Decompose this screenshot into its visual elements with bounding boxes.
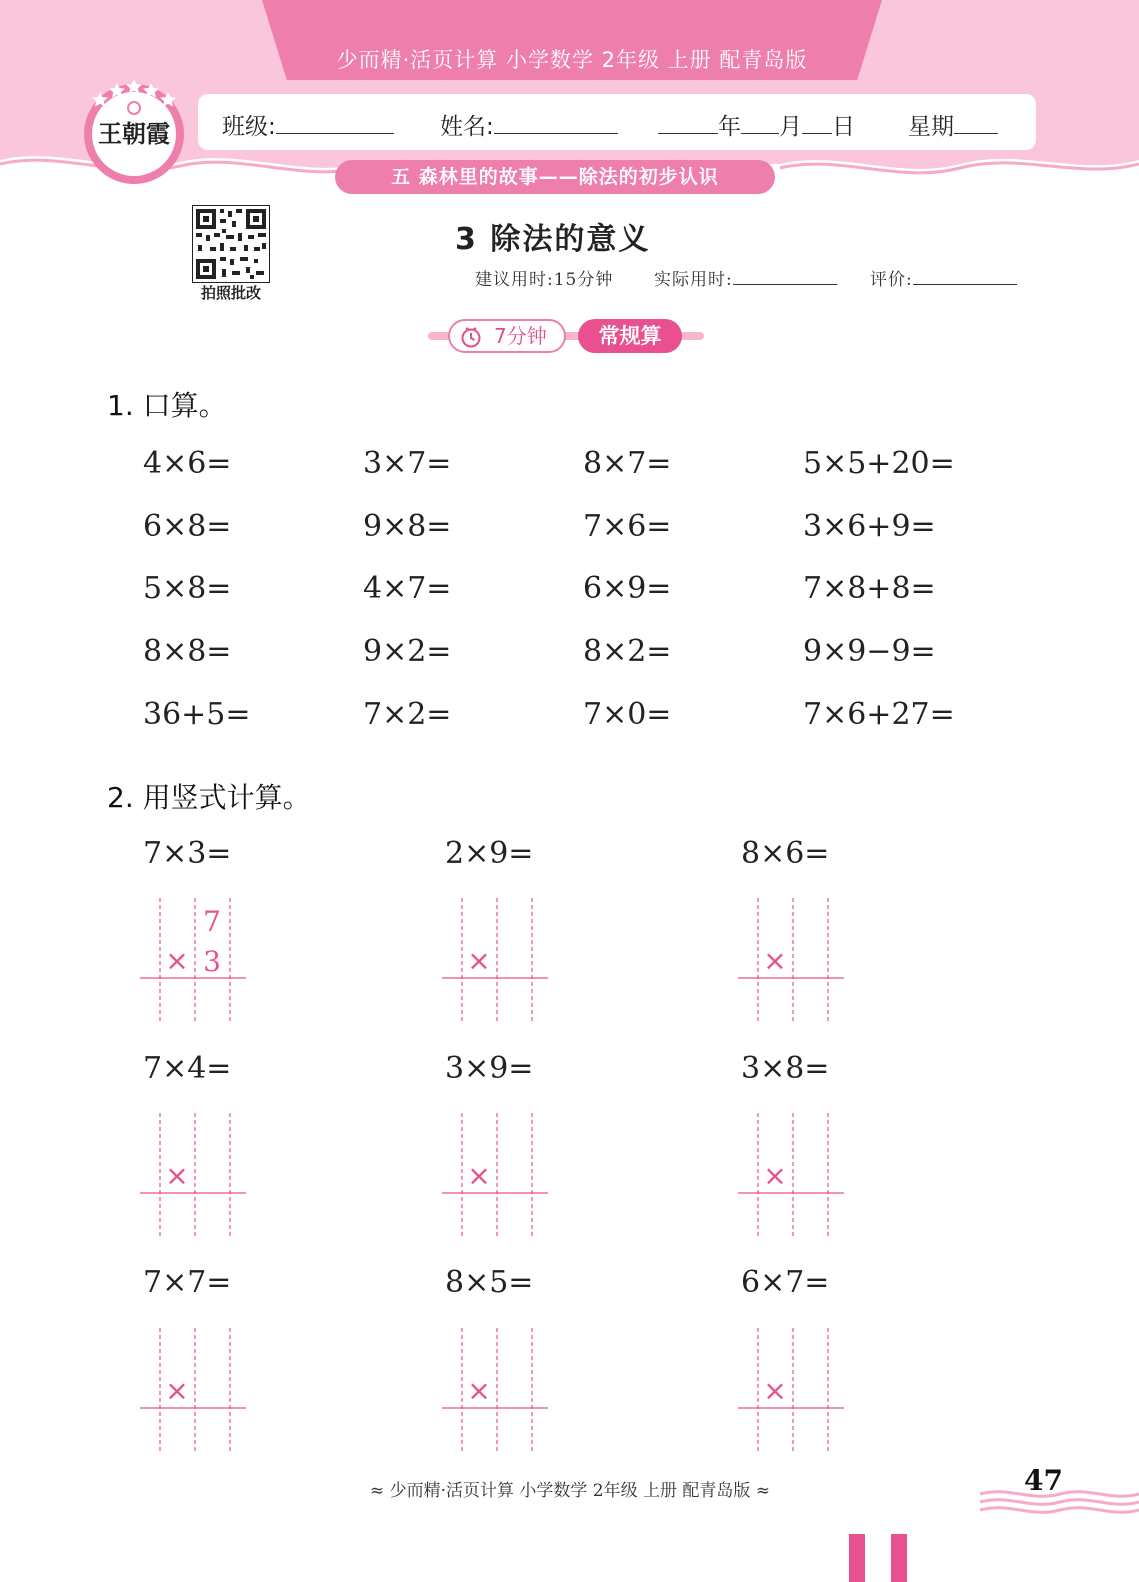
class-label: 班级: [222,114,276,140]
mental-math-item: 8×2= [583,634,672,669]
times-sign: × [165,1374,189,1407]
unit-title: 五 森林里的故事——除法的初步认识 [335,160,775,194]
vertical-problem: 3×8= [741,1051,830,1086]
vertical-problem: 7×7= [143,1265,232,1300]
name-label: 姓名: [440,114,494,140]
vertical-problem: 2×9= [445,836,534,871]
mental-math-item: 7×8+8= [803,571,936,606]
weekday-label: 星期 [908,114,954,140]
times-sign: × [467,1374,491,1407]
page-number: 47 [1024,1464,1063,1497]
weekday-field [908,108,998,141]
mental-math-item: 3×7= [363,446,452,481]
date-field [658,108,855,141]
time-badge: 7分钟 [448,319,566,353]
section-1-title: 1. 口算。 [107,389,227,422]
mental-math-item: 9×9−9= [803,634,936,669]
year-blank[interactable] [658,114,718,134]
month-blank[interactable] [741,114,779,134]
vertical-problem: 7×4= [143,1051,232,1086]
vertical-calc-grid[interactable] [442,1328,552,1452]
month-label: 月 [779,114,802,140]
weekday-blank[interactable] [954,114,998,134]
mental-math-item: 8×8= [143,634,232,669]
vertical-problem: 6×7= [741,1265,830,1300]
vertical-calc-grid[interactable] [140,898,250,1022]
vertical-problem: 7×3= [143,836,232,871]
wangzhaoxia-logo [80,78,188,186]
section-2-title: 2. 用竖式计算。 [107,781,311,814]
times-sign: × [467,944,491,977]
page-edge-tab [849,1534,865,1582]
mental-math-item: 9×8= [363,509,452,544]
mental-math-item: 5×5+20= [803,446,955,481]
mental-math-item: 7×0= [583,697,672,732]
type-badge: 常规算 [578,319,682,353]
mental-math-item: 3×6+9= [803,509,936,544]
day-label: 日 [832,114,855,140]
times-sign: × [763,944,787,977]
actual-time-blank[interactable] [733,265,837,285]
qr-code-icon[interactable] [192,205,270,283]
example-top-digit: 7 [203,905,221,938]
mental-math-item: 5×8= [143,571,232,606]
mental-math-item: 7×6= [583,509,672,544]
vertical-calc-grid[interactable] [738,1113,848,1237]
actual-time-label: 实际用时: [654,270,733,290]
footer-series: ≈ 少而精·活页计算 小学数学 2年级 上册 配青岛版 ≈ [369,1481,771,1501]
vertical-problem: 8×6= [741,836,830,871]
mental-math-item: 7×2= [363,697,452,732]
series-title: 少而精·活页计算 小学数学 2年级 上册 配青岛版 [336,48,808,72]
mental-math-item: 6×8= [143,509,232,544]
times-sign: × [763,1374,787,1407]
vertical-calc-grid[interactable] [140,1328,250,1452]
mental-math-item: 36+5= [143,697,251,732]
page-edge-tab [891,1534,907,1582]
class-blank[interactable] [276,114,394,134]
name-blank[interactable] [494,114,618,134]
mental-math-item: 7×6+27= [803,697,955,732]
suggested-time: 建议用时:15分钟 [475,270,614,290]
svg-text:王朝霞: 王朝霞 [98,119,170,148]
vertical-calc-grid[interactable] [738,898,848,1022]
clock-icon [460,326,482,348]
rating-label: 评价: [870,270,913,290]
actual-time-field [654,265,837,290]
times-sign: × [165,944,189,977]
times-sign: × [467,1159,491,1192]
rating-blank[interactable] [913,265,1017,285]
vertical-calc-grid[interactable] [442,898,552,1022]
vertical-problem: 3×9= [445,1051,534,1086]
times-sign: × [165,1159,189,1192]
vertical-calc-grid[interactable] [140,1113,250,1237]
day-blank[interactable] [802,114,832,134]
footer-wave-decoration [980,1486,1139,1516]
class-field [222,108,394,141]
vertical-calc-grid[interactable] [738,1328,848,1452]
year-label: 年 [718,114,741,140]
rating-field [870,265,1017,290]
example-bottom-digit: 3 [203,945,221,978]
lesson-title: 3 除法的意义 [455,222,651,257]
vertical-problem: 8×5= [445,1265,534,1300]
qr-label: 拍照批改 [200,284,261,302]
mental-math-item: 8×7= [583,446,672,481]
name-field [440,108,618,141]
mental-math-item: 6×9= [583,571,672,606]
mental-math-item: 4×7= [363,571,452,606]
mental-math-item: 4×6= [143,446,232,481]
vertical-calc-grid[interactable] [442,1113,552,1237]
mental-math-item: 9×2= [363,634,452,669]
times-sign: × [763,1159,787,1192]
